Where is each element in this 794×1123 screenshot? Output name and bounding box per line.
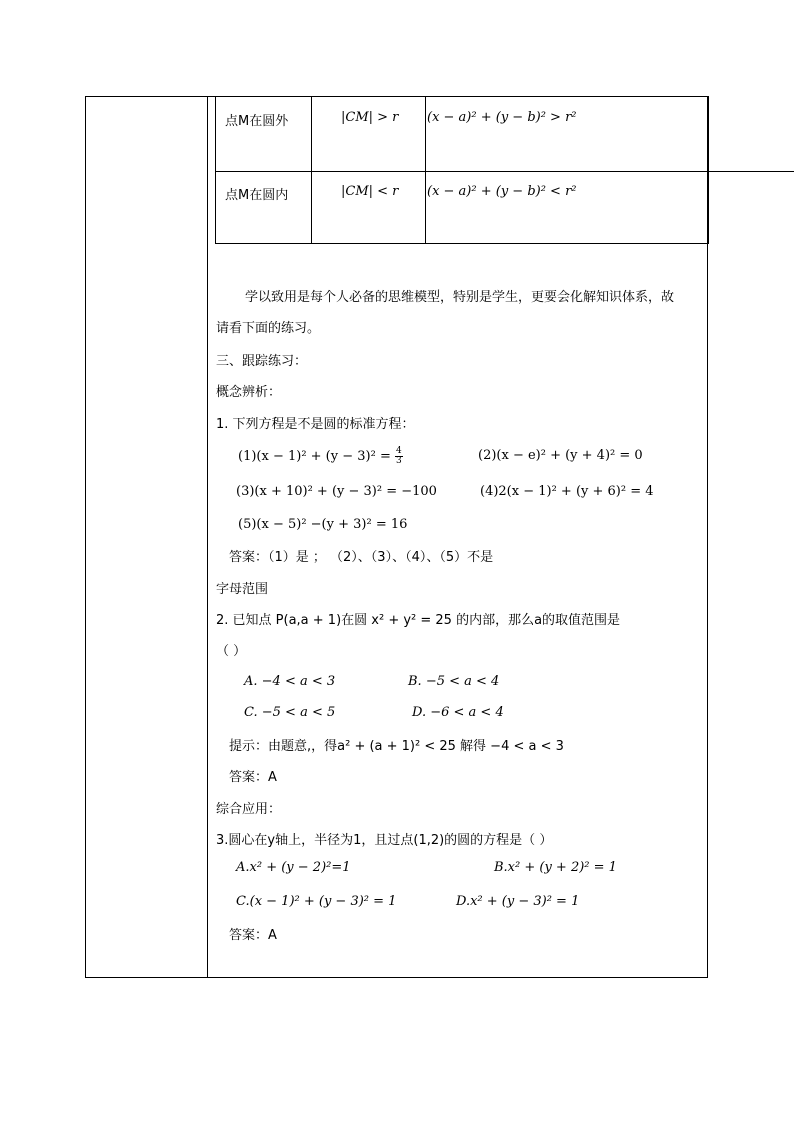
row-outside-label: 点M在圆外 — [225, 114, 289, 129]
q1-option-1-fraction — [395, 447, 403, 466]
q1-option-4: (4)2(x − 1)² + (y + 6)² = 4 — [480, 484, 654, 499]
q1-answer: 答案：（1）是 ； （2）、（3）、（4）、（5）不是 — [229, 550, 494, 565]
table-divider-3 — [708, 96, 709, 244]
q3-answer: 答案：A — [229, 928, 277, 943]
row-inside-label: 点M在圆内 — [225, 188, 289, 203]
question-2-blank: （ ） — [216, 644, 247, 659]
fraction-denominator: 3 — [395, 456, 402, 466]
q1-option-1-text: (1)(x − 1)² + (y − 3)² = — [238, 449, 395, 464]
q2-option-b: B. −5 < a < 4 — [408, 674, 500, 689]
q1-option-5: (5)(x − 5)² −(y + 3)² = 16 — [238, 517, 408, 532]
application-heading: 综合应用： — [216, 802, 282, 817]
table-border-left — [215, 96, 216, 244]
q3-option-d: D.x² + (y − 3)² = 1 — [456, 894, 580, 909]
column-divider — [207, 96, 208, 978]
question-3: 3.圆心在y轴上，半径为1，且过点(1,2)的圆的方程是（ ） — [216, 833, 553, 848]
row-outside-equation: (x − a)² + (y − b)² > r² — [427, 110, 577, 125]
q1-option-2: (2)(x − e)² + (y + 4)² = 0 — [478, 448, 643, 463]
q2-option-c: C. −5 < a < 5 — [244, 705, 336, 720]
table-divider-1 — [311, 96, 312, 244]
q2-answer: 答案：A — [229, 770, 277, 785]
q2-hint: 提示：由题意,，得a² + (a + 1)² < 25 解得 −4 < a < 3 — [229, 739, 564, 754]
q3-option-a: A.x² + (y − 2)²=1 — [236, 860, 351, 875]
section-title: 三、跟踪练习： — [216, 354, 308, 369]
q3-option-c: C.(x − 1)² + (y − 3)² = 1 — [236, 894, 397, 909]
q1-option-3: (3)(x + 10)² + (y − 3)² = −100 — [236, 484, 437, 499]
fraction-numerator: 4 — [395, 446, 402, 456]
question-2: 2. 已知点 P(a,a + 1)在圆 x² + y² = 25 的内部，那么a的取值范围是 — [216, 613, 621, 628]
table-border-bottom — [215, 243, 708, 244]
table-row-divider — [215, 171, 794, 172]
intro-line-2: 请看下面的练习。 — [216, 321, 321, 336]
q3-option-b: B.x² + (y + 2)² = 1 — [494, 860, 617, 875]
intro-line-1: 学以致用是每个人必备的思维模型，特别是学生，更要会化解知识体系，故 — [245, 290, 675, 305]
table-divider-2 — [425, 96, 426, 244]
q2-option-d: D. −6 < a < 4 — [412, 705, 504, 720]
row-outside-distance: |CM| > r — [341, 110, 399, 125]
row-inside-distance: |CM| < r — [341, 184, 399, 199]
question-1: 1. 下列方程是不是圆的标准方程： — [216, 417, 415, 432]
letter-range-heading: 字母范围 — [216, 582, 269, 597]
q1-option-1 — [238, 447, 403, 466]
position-relation-table — [215, 96, 794, 244]
q2-option-a: A. −4 < a < 3 — [244, 674, 336, 689]
concept-heading: 概念辨析： — [216, 385, 282, 400]
row-inside-equation: (x − a)² + (y − b)² < r² — [427, 184, 577, 199]
